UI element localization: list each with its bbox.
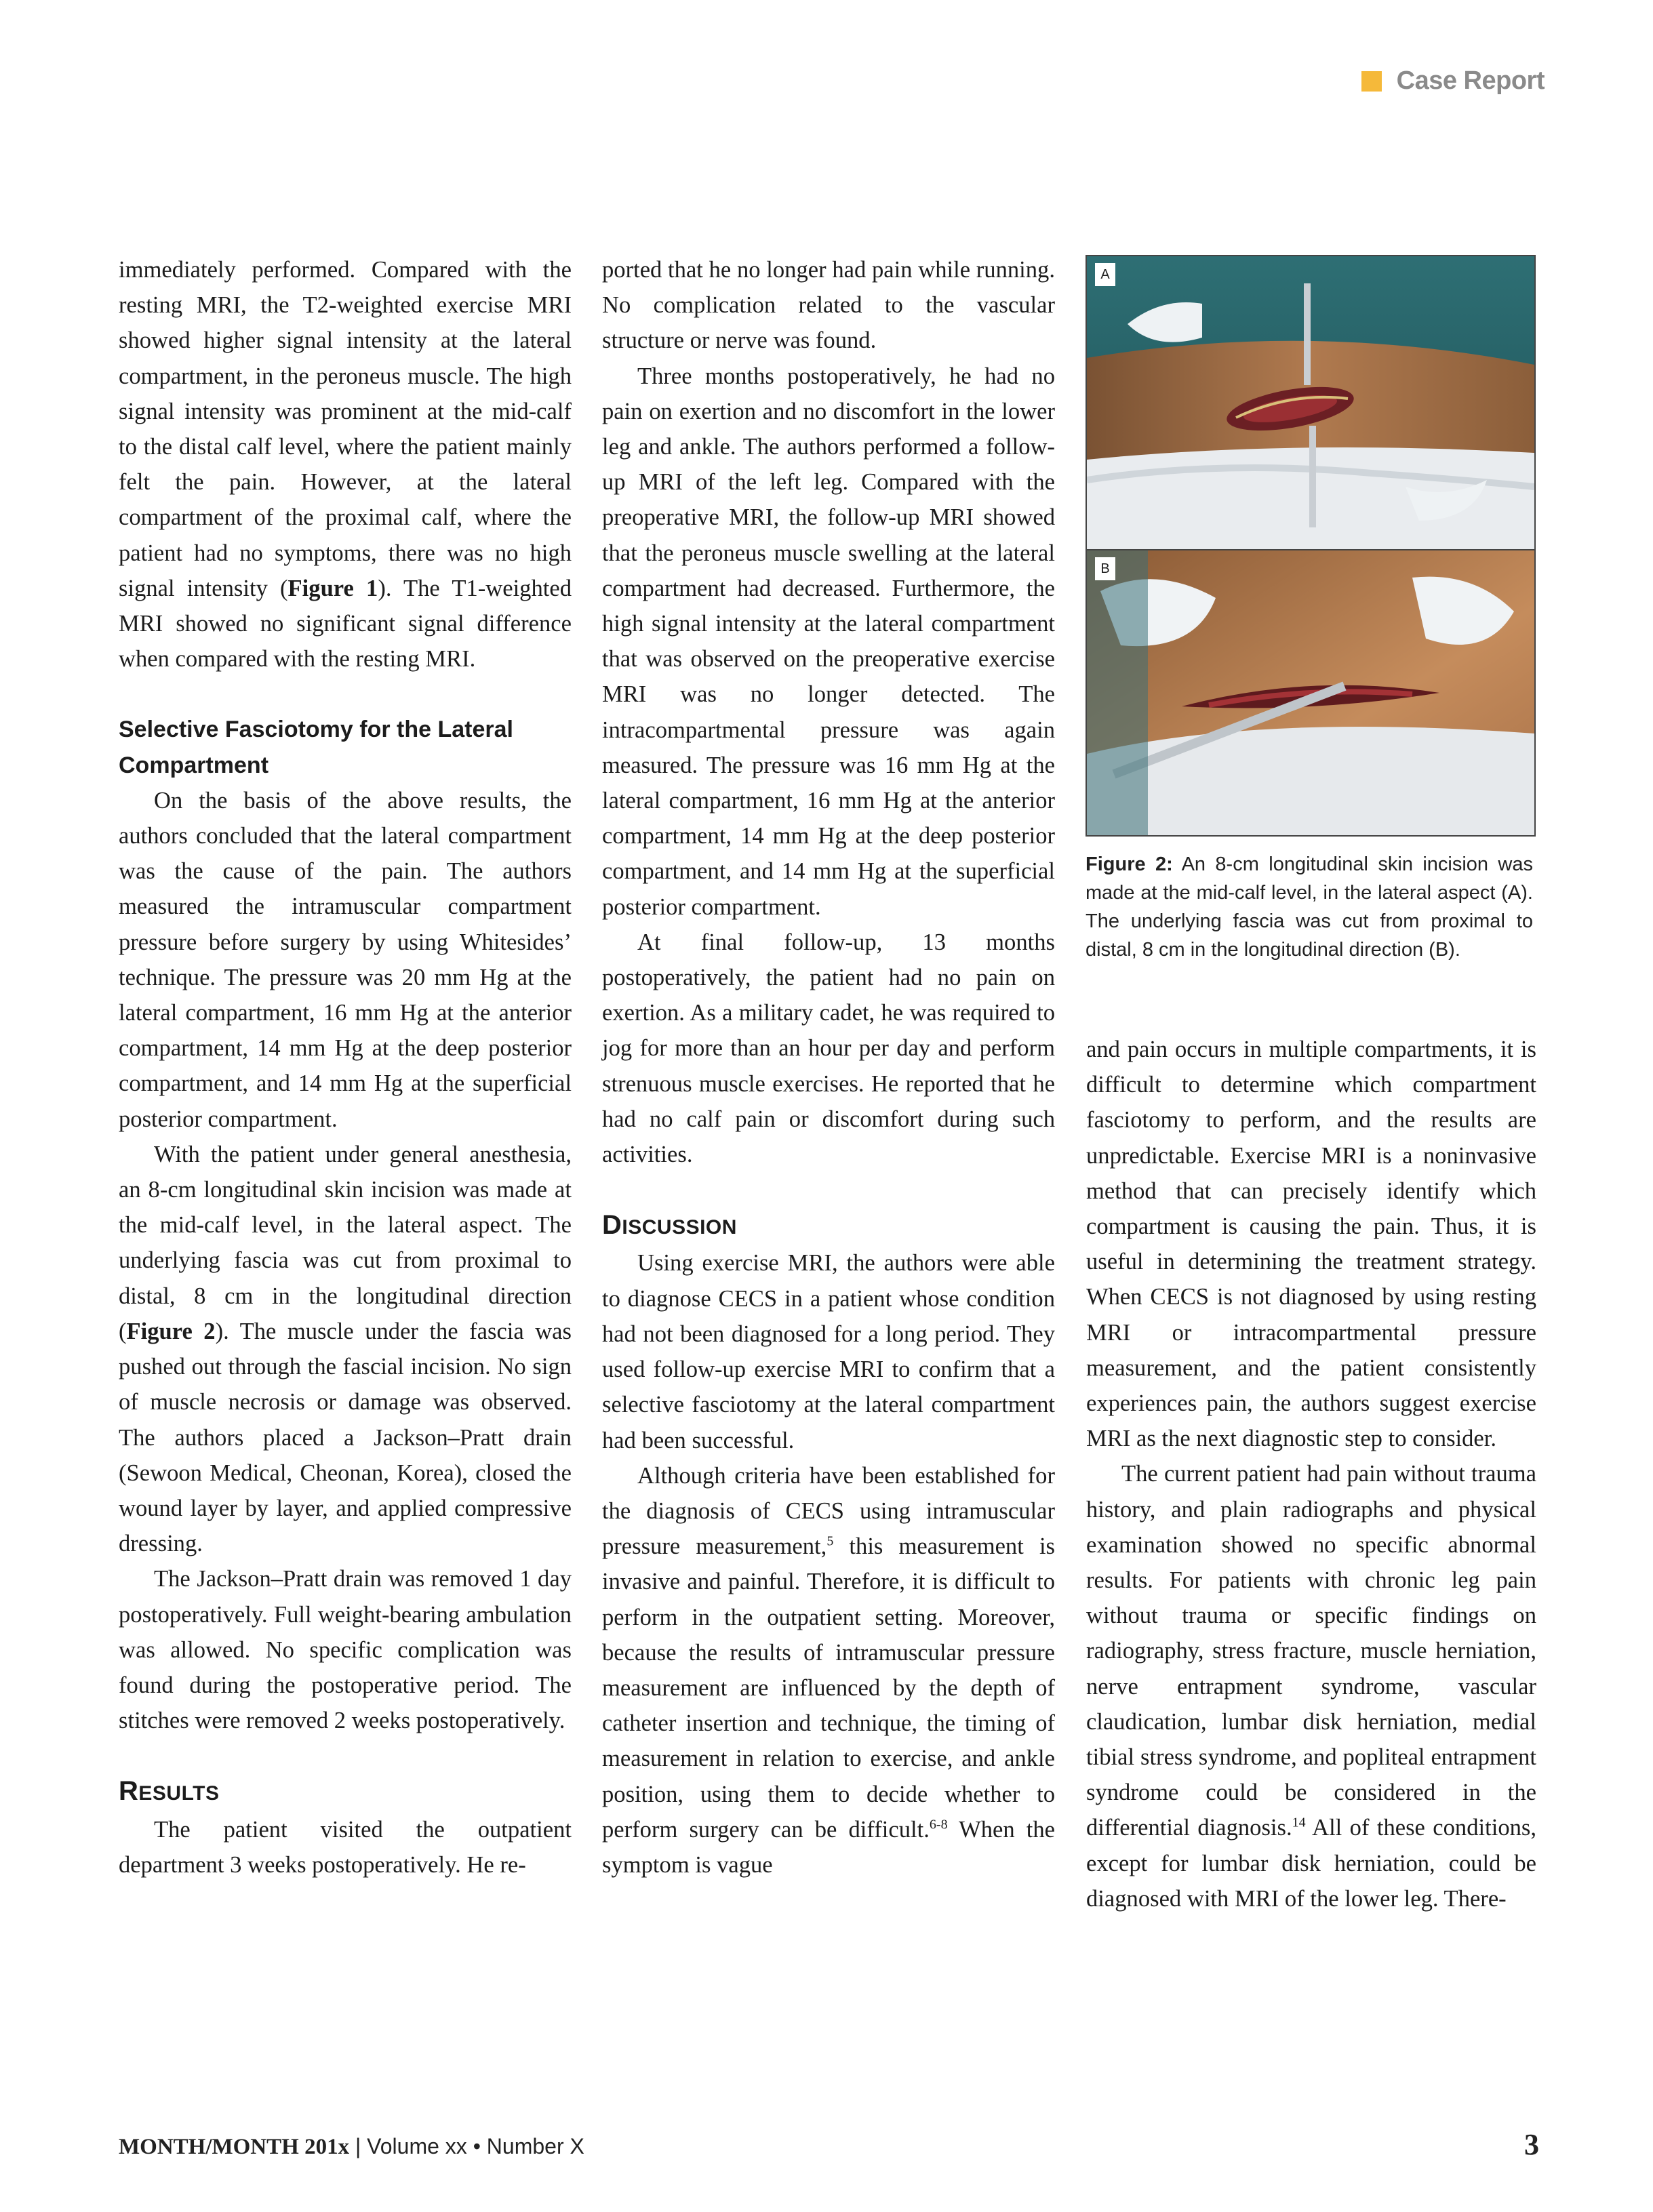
figure-reference[interactable]: Figure 1 xyxy=(287,575,378,601)
paragraph: Three months postoperatively, he had no pain on exertion and no discomfort in the lower leg and ankle. The authors performed a follow-up MRI of the left leg. Compared with the preoperative MRI, the follow-up MRI showed that the peroneus muscle swelling at the lateral compartment had decreased. Furthermore, the high signal intensity at the lateral compartment that was observed on the preoperative exercise MRI was no longer detected. The intracompartmental pressure was again measured. The pressure was 16 mm Hg at the lateral compartment, 16 mm Hg at the anterior compartment, 14 mm Hg at the deep posterior compartment, and 14 mm Hg at the superficial posterior compartment. xyxy=(602,363,1055,920)
surgical-photo-b xyxy=(1086,549,1536,837)
paragraph: The current patient had pain without trauma history, and plain radiographs and physical examination showed no specific abnormal results. For patients with chronic leg pain without trauma or specific findings on radiography, stress fracture, muscle herniation, nerve entrapment syndrome, vascular claudication, lumbar disk herniation, medial tibial stress syndrome, and popliteal entrapment syndrome could be considered in the differential diagnosis.$^{14}$ All of these conditions, except for lumbar disk herniation, could be diagnosed with MRI of the lower leg. There- xyxy=(1086,1461,1536,1912)
column-2 xyxy=(602,252,1055,1883)
surgical-photo-a xyxy=(1086,255,1536,550)
section-heading-discussion: DISCUSSION xyxy=(602,1210,737,1241)
footer-issue: MONTH/MONTH 201x | Volume xx • Number X xyxy=(119,2134,584,2159)
paragraph: The patient visited the outpatient department 3 weeks postoperatively. He re- xyxy=(119,1816,572,1878)
column-3 xyxy=(1086,1032,1536,1916)
fascia-photo-illustration xyxy=(1087,550,1534,835)
subsection-heading: Selective Fasciotomy for the Lateral Compartment xyxy=(119,717,513,778)
citation[interactable]: 14 xyxy=(1292,1815,1306,1830)
figure-caption: Figure 2: An 8-cm longitudinal skin incision was made at the mid-calf level, in the lateral aspect (A). The underlying fascia was cut from proximal to distal, 8 cm in the longitudinal direction (B). xyxy=(1086,853,1533,961)
paragraph: At final follow-up, 13 months postoperatively, the patient had no pain on exertion. As a military cadet, he was required to jog for more than an hour per day and perform strenuous muscle exercises. He reported that he had no calf pain or discomfort during such activities. xyxy=(602,929,1055,1168)
figure-reference[interactable]: Figure 2 xyxy=(126,1318,216,1344)
column-1 xyxy=(119,252,572,1883)
paragraph: Although criteria have been established for the diagnosis of CECS using intramuscular pressure measurement,$^5$ this measurement is invasive and painful. Therefore, it is difficult to perform in the outpatient setting. Moreover, because the results of intramuscular pressure measurement are influenced by the depth of catheter insertion and technique, the timing of measurement in relation to exercise, and ankle position, using them to decide whether to perform surgery can be difficult.$^{6-8}$ When the symptom is vague xyxy=(602,1462,1056,1878)
paragraph: immediately performed. Compared with the resting MRI, the T2-weighted exercise MRI showed higher signal intensity at the lateral compartment, in the peroneus muscle. The high signal intensity was prominent at the mid-calf to the distal calf level, where the patient mainly felt the pain. However, at the lateral compartment of the proximal calf, where the patient had no symptoms, there was no high signal intensity (Figure 1). The T1-weighted MRI showed no significant signal difference when compared with the resting MRI. xyxy=(119,257,572,672)
section-tag xyxy=(1361,66,1545,96)
page-number: 3 xyxy=(1524,2128,1539,2161)
section-label: Case Report xyxy=(1396,66,1545,95)
citation[interactable]: 5 xyxy=(826,1533,834,1549)
paragraph: Using exercise MRI, the authors were able to diagnose CECS in a patient whose condition had not been diagnosed for a long period. They used follow-up exercise MRI to confirm that a selective fasciotomy at the lateral compartment had been successful. xyxy=(602,1250,1055,1453)
paragraph: The Jackson–Pratt drain was removed 1 day postoperatively. Full weight-bearing ambulation was allowed. No specific complication was found during the postoperative period. The stitches were removed 2 weeks postoperatively. xyxy=(119,1566,572,1734)
paragraph: On the basis of the above results, the authors concluded that the lateral compartment was the cause of the pain. The authors measured the intramuscular compartment pressure before surgery by using Whitesides’ technique. The pressure was 20 mm Hg at the lateral compartment, 16 mm Hg at the anterior compartment, 14 mm Hg at the deep posterior compartment, and 14 mm Hg at the superficial posterior compartment. xyxy=(119,787,572,1132)
incision-photo-illustration xyxy=(1087,256,1534,549)
panel-label-b: B xyxy=(1095,557,1115,580)
citation[interactable]: 6-8 xyxy=(929,1817,948,1832)
paragraph: With the patient under general anesthesia, an 8-cm longitudinal skin incision was made at the mid-calf level, in the lateral aspect. The underlying fascia was cut from proximal to distal, 8 cm in the longitudinal direction (Figure 2). The muscle under the fascia was pushed out through the fascial incision. No sign of muscle necrosis or damage was observed. The authors placed a Jackson–Pratt drain (Sewoon Medical, Cheonan, Korea), closed the wound layer by layer, and applied compressive dressing. xyxy=(119,1141,572,1557)
section-marker xyxy=(1361,71,1382,92)
paragraph: and pain occurs in multiple compartments, it is difficult to determine which compartment fasciotomy to perform, and the results are unpredictable. Exercise MRI is a noninvasive method that can precisely identify which compartment is causing the pain. Thus, it is useful in determining the treatment strategy. When CECS is not diagnosed by using resting MRI or intracompartmental pressure measurement, and the patient consistently experiences pain, the authors suggest exercise MRI as the next diagnostic step to consider. xyxy=(1086,1037,1536,1452)
figure-2 xyxy=(1086,255,1536,964)
section-heading-results: RESULTS xyxy=(119,1776,220,1807)
paragraph: ported that he no longer had pain while running. No complication related to the vascular structure or nerve was found. xyxy=(602,257,1055,354)
panel-label-a: A xyxy=(1095,263,1115,286)
